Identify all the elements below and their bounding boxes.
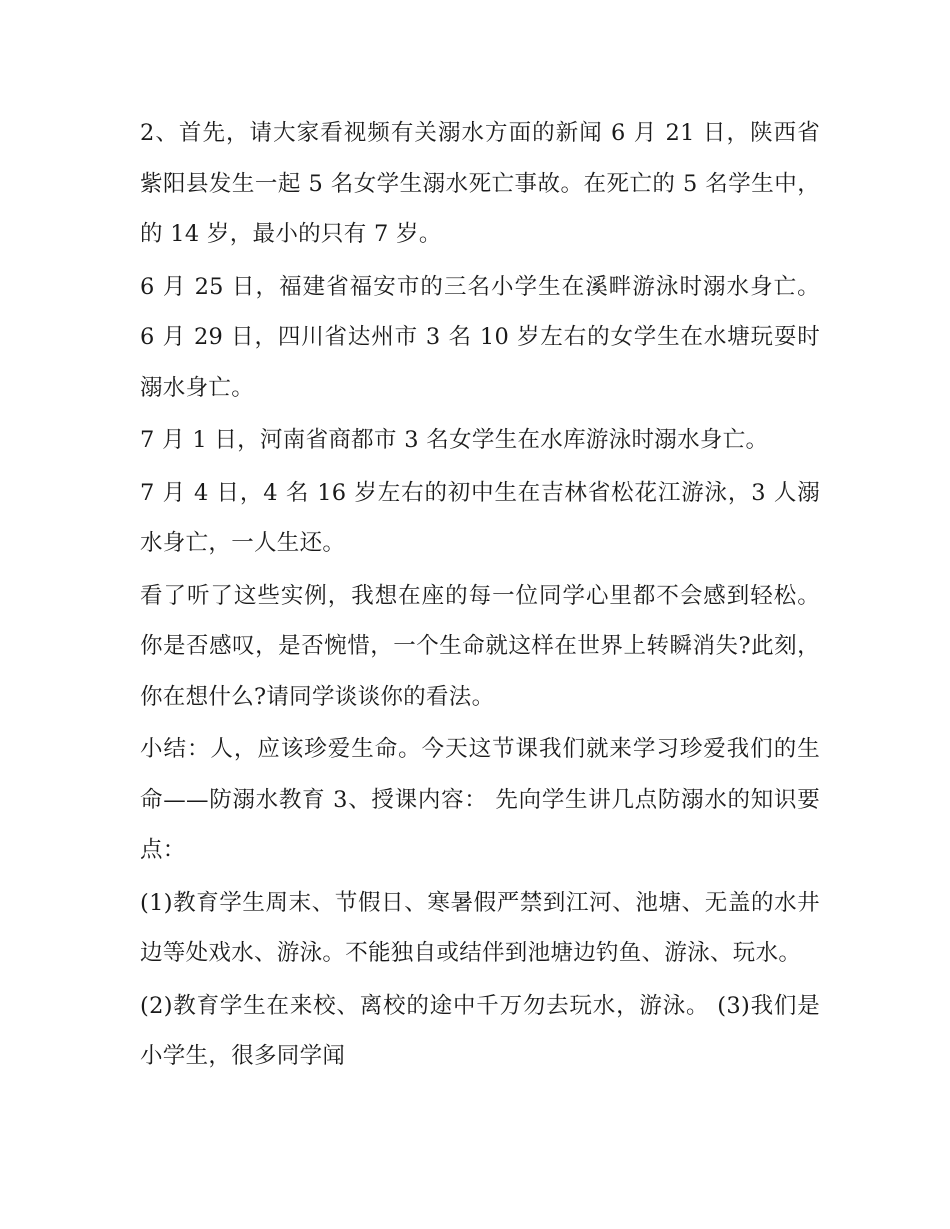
paragraph-fujian-sichuan: 6 月 25 日，福建省福安市的三名小学生在溪畔游泳时溺水身亡。 6 月 29 日，四川省达州市 3 名 10 岁左右的女学生在水塘玩耍时溺水身亡。 [140, 273, 820, 401]
document-body [140, 108, 820, 1084]
paragraph-point-2-3: (2)教育学生在来校、离校的途中千万勿去玩水，游泳。 (3)我们是小学生，很多同学闻 [140, 992, 820, 1069]
paragraph-point-1: (1)教育学生周末、节假日、寒暑假严禁到江河、池塘、无盖的水井边等处戏水、游泳。不能独自或结伴到池塘边钓鱼、游泳、玩水。 [140, 889, 820, 966]
paragraph-jilin: 7 月 4 日，4 名 16 岁左右的初中生在吉林省松花江游泳，3 人溺水身亡，一人生还。 [140, 479, 820, 556]
paragraph-news-intro: 2、首先，请大家看视频有关溺水方面的新闻 6 月 21 日，陕西省紫阳县发生一起 5 名女学生溺水死亡事故。在死亡的 5 名学生中，的 14 岁，最小的只有 7 岁。 [140, 120, 820, 247]
paragraph-henan: 7 月 1 日，河南省商都市 3 名女学生在水库游泳时溺水身亡。 [140, 427, 769, 453]
paragraph-reflection: 看了听了这些实例，我想在座的每一位同学心里都不会感到轻松。你是否感叹，是否惋惜，一个生命就这样在世界上转瞬消失?此刻，你在想什么?请同学谈谈你的看法。 [140, 582, 820, 710]
paragraph-summary: 小结：人，应该珍爱生命。今天这节课我们就来学习珍爱我们的生命——防溺水教育 3、授课内容： 先向学生讲几点防溺水的知识要点： [140, 736, 820, 863]
